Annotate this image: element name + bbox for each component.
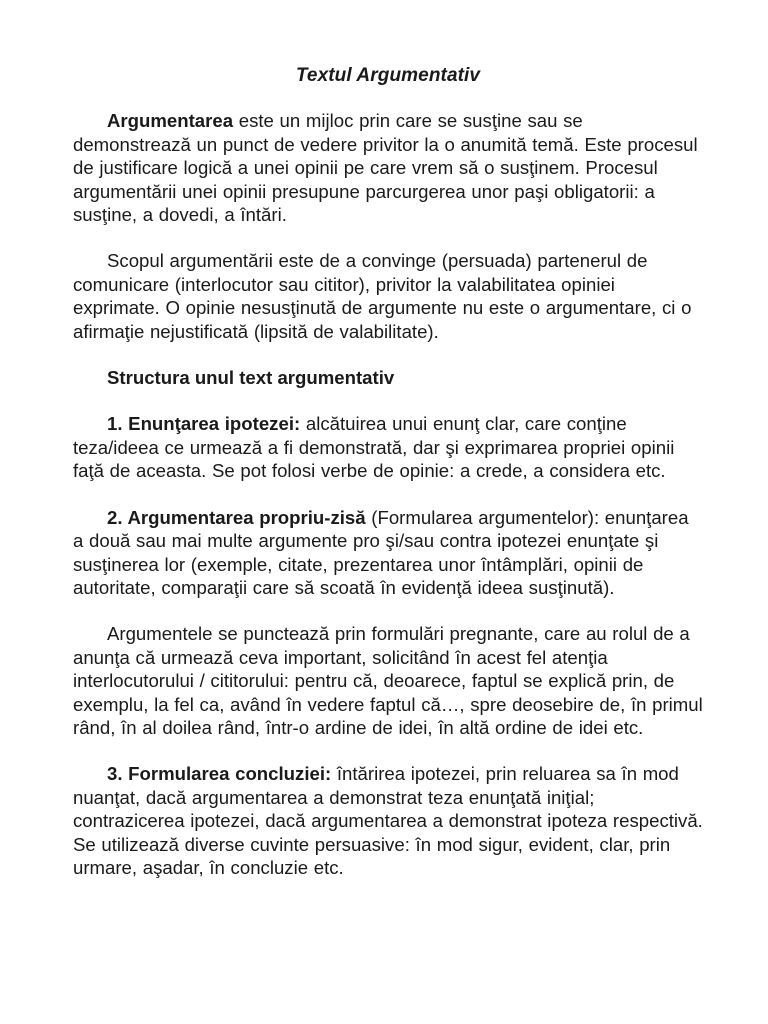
connectors-paragraph: Argumentele se punctează prin formulări pregnante, care au rolul de a anunţa că urmează ceva important, solicitând în acest fel atenţia interlocutorului / cititorului: pentru că, deoarece, faptul se explică prin, de exemplu, la fel ca, având în vedere faptul că…, spre deosebire de, în primul rând, în al doilea rând, într-o ardine de idei, în altă ordine de idei etc.	[73, 623, 703, 738]
step-1-text: alcătuirea unui enunţ clar, care conţine teza/ideea ce urmează a fi demonstrată, dar şi exprimarea propriei opinii faţă de aceasta. Se pot folosi verbe de opinie: a crede, a considera etc.	[73, 413, 675, 482]
document-title: Textul Argumentativ	[295, 65, 481, 86]
step-2-text: (Formularea argumentelor): enunţarea a două sau mai multe argumente pro şi/sau contra ipotezei enunţate şi susţinerea lor (exemple, citate, prezentarea unor întâmplări, opinii de autoritate, comparaţii care să scoată în evidenţă ideea susţinută).	[73, 506, 689, 598]
conclusion-paragraph	[73, 762, 703, 879]
purpose-paragraph: Scopul argumentării este de a convinge (persuada) partenerul de comunicare (interlocutor sau cititor), privitor la valabilitatea opiniei exprimate. O opinie nesusţinută de argumente nu este o argumentare, ci o afirmaţie nejustificată (lipsită de valabilitate).	[73, 250, 692, 342]
step-2-label: 2. Argumentarea propriu-zisă	[107, 506, 366, 528]
conclusion-label: 3. Formularea concluziei:	[107, 763, 332, 785]
conclusion-text: întărirea ipotezei, prin reluarea sa în mod nuanţat, dacă argumentarea a demonstrat teza enunţată iniţial; contrazicerea ipotezei, dacă argumentarea a demonstrat ipoteza respectivă. Se utilizează diverse cuvinte persuasive: în mod sigur, evident, clar, prin urmare, aşadar, în concluzie etc.	[73, 763, 703, 878]
step-1-paragraph	[73, 412, 703, 482]
intro-term: Argumentarea	[107, 110, 234, 132]
step-2-paragraph	[73, 506, 703, 600]
structure-heading: Structura unul text argumentativ	[107, 367, 395, 389]
intro-text: este un mijloc prin care se susţine sau se demonstrează un punct de vedere privitor la o anumită temă. Este procesul de justificare logică a unei opinii pe care vrem să o susţinem. Procesul argumentării unei opinii presupune parcurgerea unor paşi obligatorii: a susţine, a dovedi, a întări.	[73, 110, 698, 226]
document-page	[73, 64, 703, 902]
intro-paragraph	[73, 109, 703, 226]
step-1-label: 1. Enunţarea ipotezei:	[107, 413, 301, 435]
